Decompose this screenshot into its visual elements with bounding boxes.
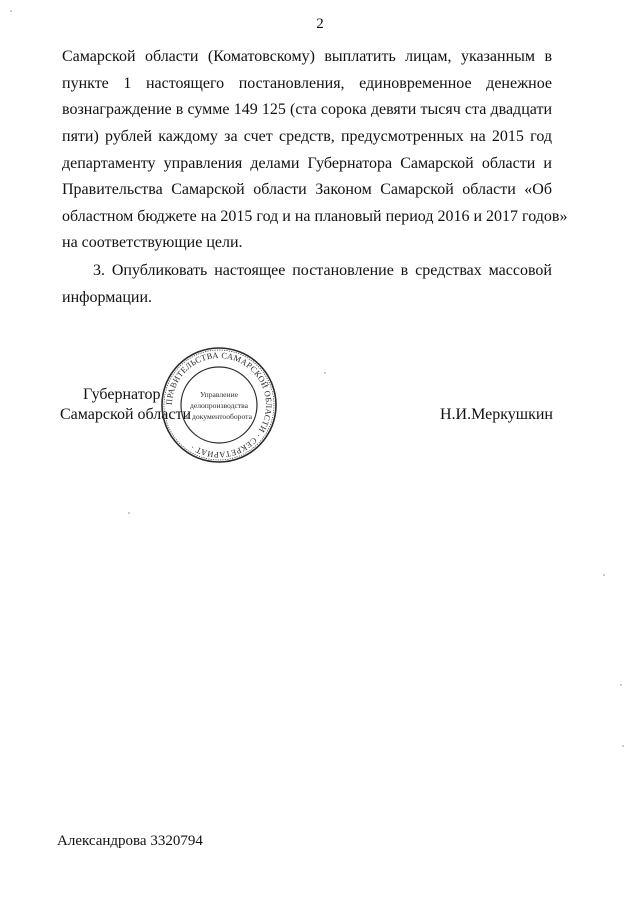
seal-inner-line: делопроизводства [189, 401, 249, 410]
scan-speck [622, 745, 624, 747]
seal-inner-line: Управление [199, 390, 239, 399]
page-number: 2 [316, 16, 324, 32]
official-seal [160, 346, 278, 464]
scan-speck [603, 574, 605, 576]
item-3-line: 3. Опубликовать настоящее постановление в средствах массовой [93, 262, 552, 279]
item-3-line: информации. [62, 289, 153, 306]
body-line: вознаграждение в сумме 149 125 (ста сорока девяти тысяч ста двадцати [62, 101, 552, 118]
body-line: пяти) рублей каждому за счет средств, предусмотренных на 2015 год [62, 128, 552, 145]
body-line: на соответствующие цели. [62, 234, 243, 251]
seal-outer-text: ПРАВИТЕЛЬСТВА САМАРСКОЙ ОБЛАСТИ · СЕКРЕТАРИАТ · [164, 350, 274, 460]
footer-contact: Александрова 3320794 [57, 833, 203, 849]
signatory-title-line2: Самарской области [60, 406, 191, 423]
scan-speck [324, 372, 326, 374]
scan-speck [10, 10, 12, 12]
body-line: областном бюджете на 2015 год и на плановый период 2016 и 2017 годов» [62, 208, 568, 225]
signatory-name: Н.И.Меркушкин [440, 406, 553, 423]
body-line: департаменту управления делами Губернатора Самарской области и [62, 155, 552, 172]
body-line: Самарской области (Коматовскому) выплатить лицам, указанным в [62, 48, 552, 65]
scan-speck [620, 684, 622, 686]
body-line: Правительства Самарской области Законом Самарской области «Об [62, 181, 552, 198]
signatory-title-line1: Губернатор [83, 386, 161, 403]
body-line: пункте 1 настоящего постановления, единовременное денежное [62, 75, 552, 92]
seal-inner-line: и документооборота [186, 412, 252, 421]
scan-speck [128, 512, 130, 514]
